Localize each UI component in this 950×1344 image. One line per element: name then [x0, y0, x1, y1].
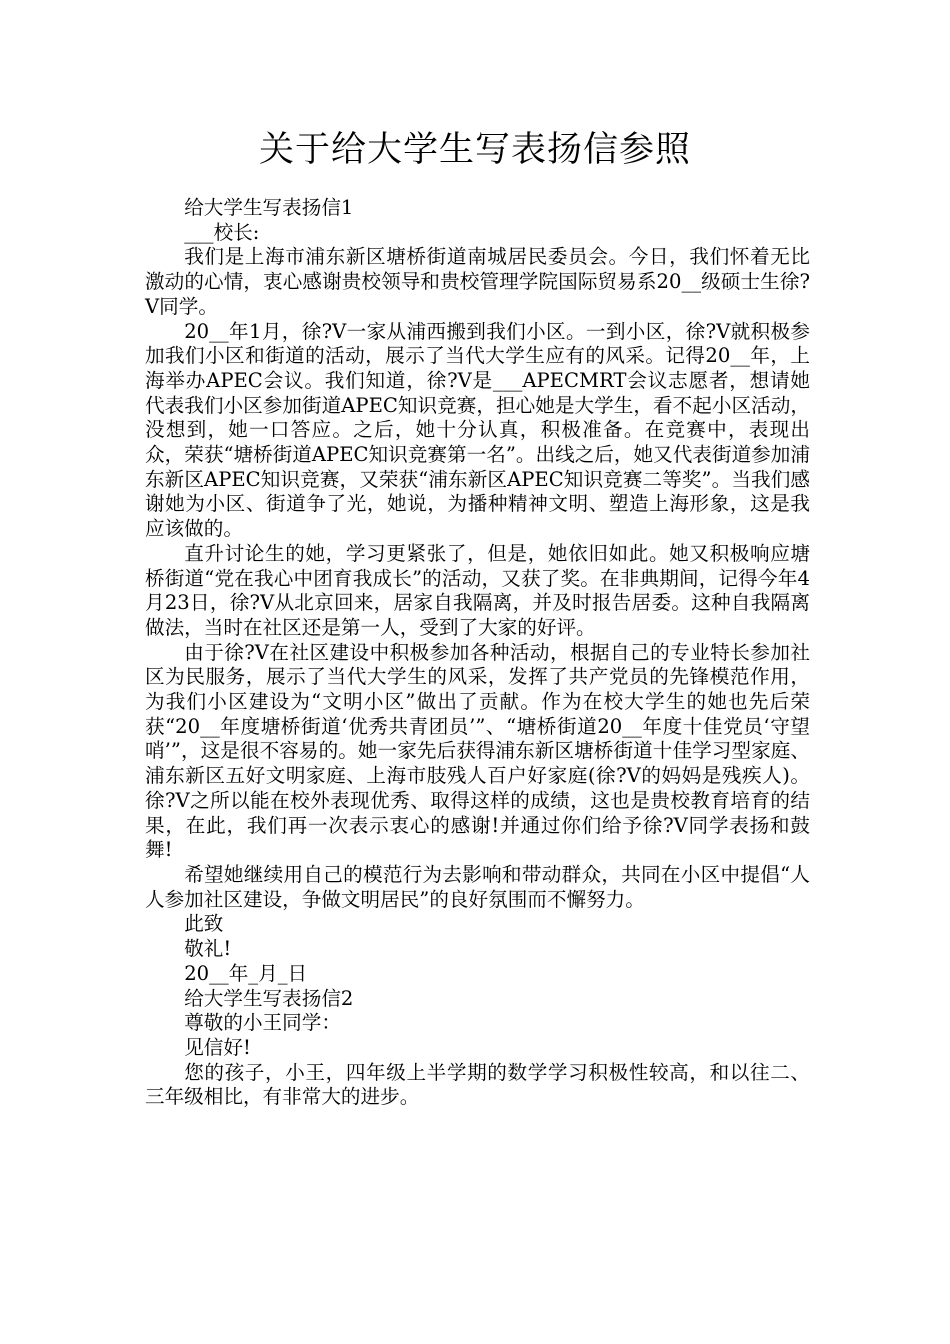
- letter-date: 20__年_月_日: [184, 961, 308, 985]
- paragraph-apec: 20__年1月，徐?V一家从浦西搬到我们小区。一到小区，徐?V就积极参加我们小区和街道的活动，展示了当代大学生应有的风采。记得20__年，上海举办APEC会议。我们知道，徐?V是___APECMRT会议志愿者，想请她代表我们小区参加街道APEC知识竞赛，担心她是大学生，看不起小区活动，没想到，她一口答应。之后，她十分认真，积极准备。在竞赛中，表现出众，荣获“塘桥街道APEC知识竞赛第一名”。出线之后，她又代表街道参加浦东新区APEC知识竞赛，又荣获“浦东新区APEC知识竞赛二等奖”。当我们感谢她为小区、街道争了光，她说，为播种精神文明、塑造上海形象，这是我应该做的。: [145, 319, 810, 541]
- paragraph-community: 由于徐?V在社区建设中积极参加各种活动，根据自己的专业特长参加社区为民服务，展示了当代大学生的风采，发挥了共产党员的先锋模范作用，为我们小区建设为“文明小区”做出了贡献。作为在校大学生的她也先后荣获“20__年度塘桥街道‘优秀共青团员’”、“塘桥街道20__年度十佳党员‘守望哨’”，这是很不容易的。她一家先后获得浦东新区塘桥街道十佳学习型家庭、浦东新区五好文明家庭、上海市肢残人百户好家庭(徐?V的妈妈是残疾人)。徐?V之所以能在校外表现优秀、取得这样的成绩，这也是贵校教育培育的结果，在此，我们再一次表示衷心的感谢!并通过你们给予徐?V同学表扬和鼓舞!: [145, 640, 810, 862]
- paragraph-intro: 我们是上海市浦东新区塘桥街道南城居民委员会。今日，我们怀着无比激动的心情，衷心感谢贵校领导和贵校管理学院国际贸易系20__级硕士生徐?V同学。: [145, 245, 810, 318]
- paragraph-progress: 您的孩子，小王，四年级上半学期的数学学习积极性较高，和以往二、三年级相比，有非常大的进步。: [145, 1060, 810, 1109]
- section-heading-2: 给大学生写表扬信2: [184, 986, 354, 1010]
- closing-jingli: 敬礼!: [184, 937, 232, 961]
- section-heading-1: 给大学生写表扬信1: [184, 196, 354, 219]
- salutation-student: 尊敬的小王同学：: [184, 1011, 341, 1035]
- paragraph-study: 直升讨论生的她，学习更紧张了，但是，她依旧如此。她又积极响应塘桥街道“党在我心中团育我成长”的活动，又获了奖。在非典期间，记得今年4月23日，徐?V从北京回来，居家自我隔离，并及时报告居委。这种自我隔离做法，当时在社区还是第一人，受到了大家的好评。: [145, 541, 810, 639]
- document-title: 关于给大学生写表扬信参照: [258, 130, 691, 170]
- salutation-principal: ___校长:: [184, 220, 260, 244]
- greeting: 见信好!: [184, 1035, 251, 1059]
- document-body: [145, 196, 810, 1110]
- closing-zhizhi: 此致: [184, 912, 224, 936]
- paragraph-hope: 希望她继续用自己的模范行为去影响和带动群众，共同在小区中提倡“人人参加社区建设，争做文明居民”的良好氛围而不懈努力。: [145, 862, 810, 911]
